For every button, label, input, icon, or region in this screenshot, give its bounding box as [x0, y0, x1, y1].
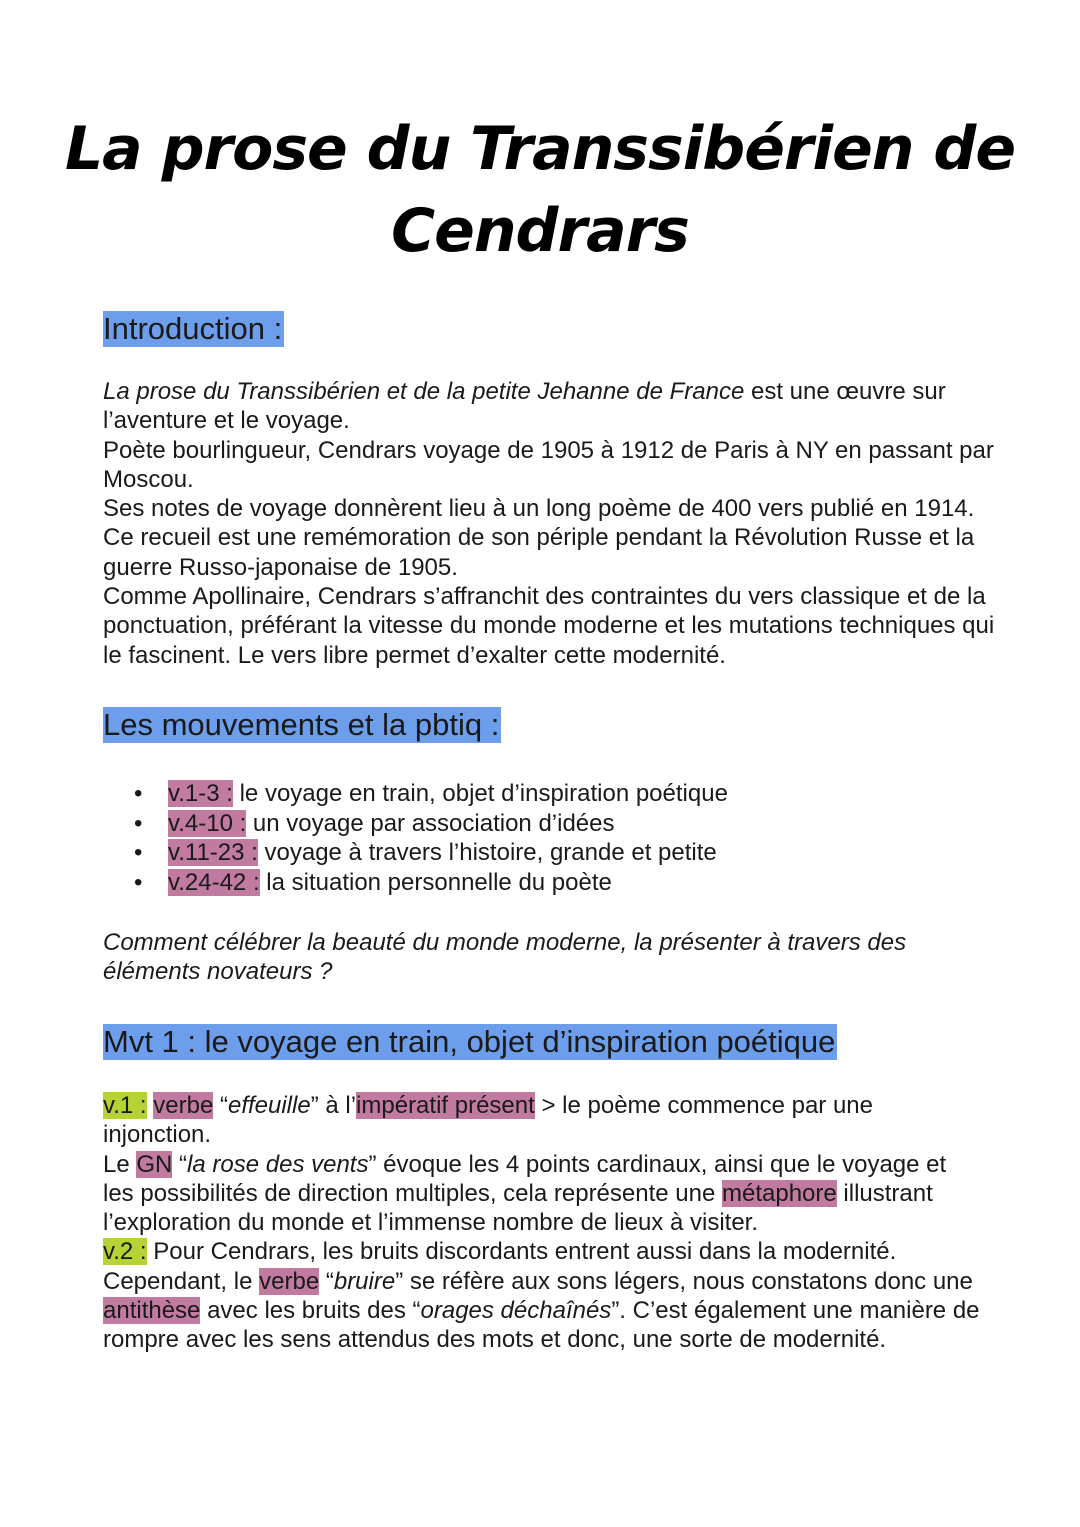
introduction-body	[103, 377, 1003, 670]
title-line-2: Cendrars	[391, 196, 689, 266]
list-item: • v.4-10 : un voyage par association d’idées	[110, 809, 728, 839]
intro-paragraph-2: Poète bourlingueur, Cendrars voyage de 1905 à 1912 de Paris à NY en passant par Moscou.	[103, 436, 994, 493]
intro-paragraph-4: Comme Apollinaire, Cendrars s’affranchit des contraintes du vers classique et de la ponctuation, préférant la vitesse du monde moderne et les mutations techniques qui le fascinent. Le vers libre permet d’exalter cette modernité.	[103, 583, 995, 669]
intro-paragraph-1: La prose du Transsibérien et de la petite Jehanne de France est une œuvre sur l’aventure et le voyage.	[103, 378, 946, 435]
work-title: La prose du Transsibérien et de la petite Jehanne de France	[103, 378, 745, 405]
intro-paragraph-3: Ses notes de voyage donnèrent lieu à un long poème de 400 vers publié en 1914. Ce recueil est une remémoration de son périple pendant la Révolution Russe et la guerre Russo-japonaise de 1905.	[103, 495, 975, 581]
problematic: Comment célébrer la beauté du monde moderne, la présenter à travers des éléments novateurs ?	[103, 929, 907, 986]
introduction-heading: Introduction :	[103, 311, 283, 346]
list-item: • v.11-23 : voyage à travers l’histoire, grande et petite	[110, 838, 728, 868]
list-item: • v.1-3 : le voyage en train, objet d’inspiration poétique	[110, 779, 728, 809]
mvt1-paragraph-gn: Le GN “la rose des vents” évoque les 4 points cardinaux, ainsi que le voyage et les possibilités de direction multiples, cela représente une métaphore illustrant l’exploration du monde et l’immense nombre de lieux à visiter.	[103, 1150, 947, 1237]
document-title	[0, 108, 1080, 272]
mvt1-paragraph-v1: v.1 : verbe “effeuille” à l’impératif présent > le poème commence par une injonction.	[103, 1092, 873, 1149]
mvt1-body	[103, 1091, 983, 1355]
mvt1-paragraph-v2: v.2 : Pour Cendrars, les bruits discordants entrent aussi dans la modernité. Cependant, le verbe “bruire” se réfère aux sons légers, nous constatons donc une antithèse avec les bruits des “orages déchaînés”. C’est également une manière de rompre avec les sens attendus des mots et donc, une sorte de modernité.	[103, 1238, 980, 1354]
mvt1-heading: Mvt 1 : le voyage en train, objet d’inspiration poétique	[103, 1024, 836, 1059]
title-line-1: La prose du Transsibérien de	[64, 114, 1016, 184]
list-item: • v.24-42 : la situation personnelle du poète	[110, 868, 728, 898]
movements-list	[110, 779, 728, 897]
movements-heading: Les mouvements et la pbtiq :	[103, 707, 500, 742]
